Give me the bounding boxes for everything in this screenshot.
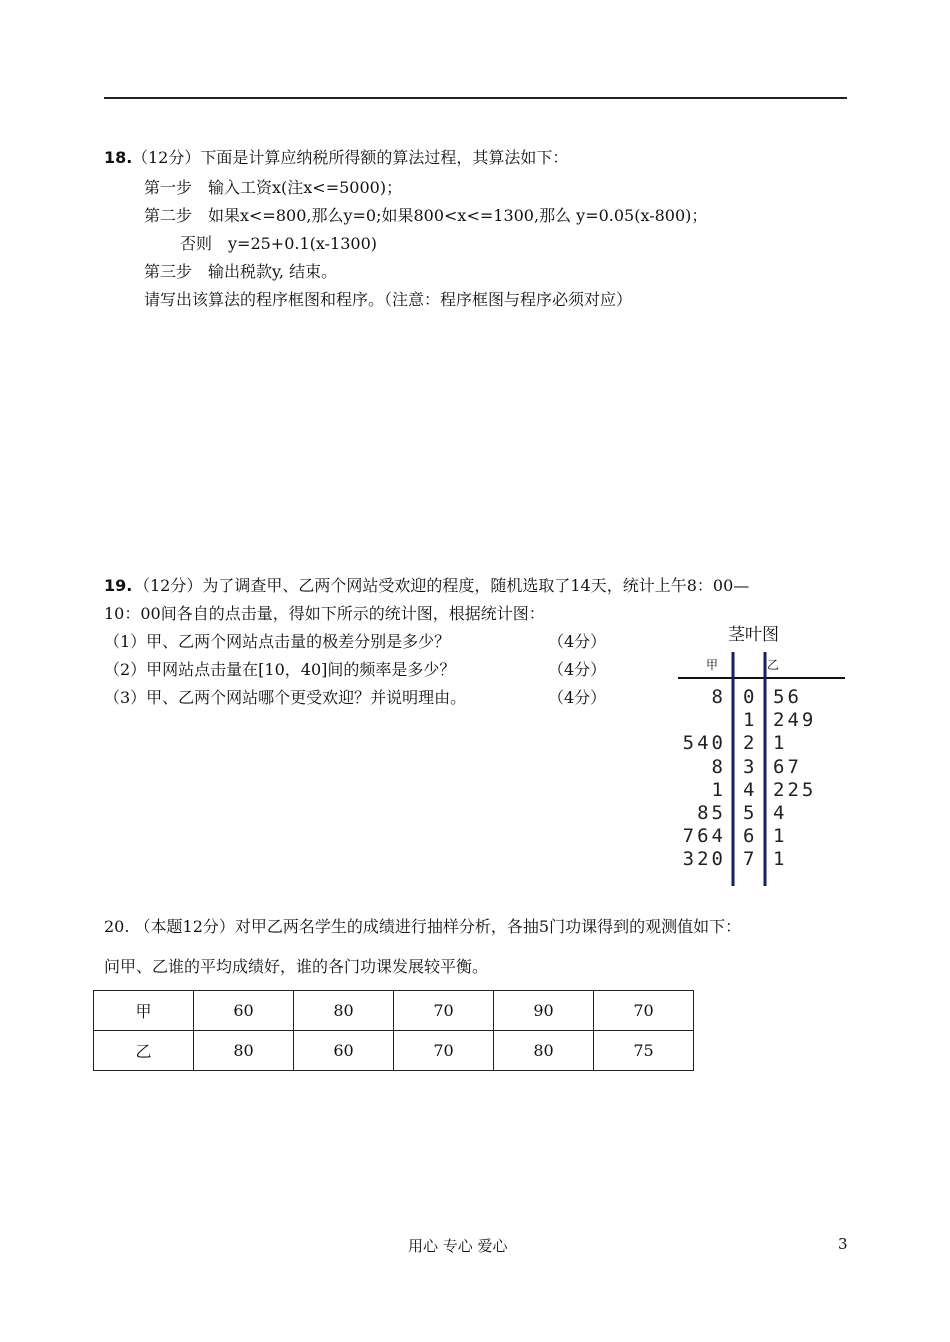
q19-sub2: （2）甲网站点击量在[10，40]间的频率是多少？ (104, 660, 456, 679)
score-cell: 60 (194, 991, 294, 1031)
q19-sub3: （3）甲、乙两个网站哪个更受欢迎？并说明理由。 (104, 688, 467, 707)
stem-leaf-left-leaves: 540 (682, 732, 726, 755)
stem-leaf-right-leaves: 1 (773, 732, 788, 755)
table-row (94, 991, 694, 1031)
stem-leaf-left-leaves: 320 (682, 848, 726, 871)
q18-number: 18. (104, 148, 133, 167)
student-name-cell: 甲 (94, 991, 194, 1031)
score-cell: 70 (594, 991, 694, 1031)
q18-step3: 第三步 输出税款y, 结束。 (144, 262, 338, 281)
stem-leaf-right-label: 乙 (767, 658, 780, 672)
footer-motto: 用心 专心 爱心 (408, 1237, 508, 1255)
score-cell: 60 (294, 1031, 394, 1071)
stem-leaf-stem: 1 (743, 709, 758, 732)
stem-leaf-left-leaves: 85 (697, 802, 726, 824)
stem-leaf-stem: 6 (743, 825, 758, 848)
q19-number: 19. (104, 576, 133, 595)
q18-task: 请写出该算法的程序框图和程序。（注意：程序框图与程序必须对应） (144, 290, 633, 309)
stem-leaf-stem: 7 (743, 848, 758, 871)
stem-leaf-right-leaves: 249 (773, 709, 817, 732)
q19-sub1: （1）甲、乙两个网站点击量的极差分别是多少？ (104, 632, 451, 651)
score-cell: 70 (394, 1031, 494, 1071)
stem-leaf-left-leaves: 8 (711, 755, 726, 778)
stem-leaf-right-leaves: 4 (773, 802, 788, 824)
stem-leaf-stem: 4 (743, 778, 758, 801)
q18-step1: 第一步 输入工资x(注x<=5000)； (144, 178, 403, 197)
q18-step2: 第二步 如果x<=800,那么y=0;如果800<x<=1300,那么 y=0.05(x-800)； (144, 206, 708, 225)
stem-leaf-right-leaves: 225 (773, 778, 817, 801)
score-cell: 80 (294, 991, 394, 1031)
q20-line1: 20. （本题12分）对甲乙两名学生的成绩进行抽样分析，各抽5门功课得到的观测值如下： (104, 917, 742, 936)
score-cell: 90 (494, 991, 594, 1031)
page-number: 3 (838, 1235, 848, 1253)
q19-line2: 10：00间各自的点击量，得如下所示的统计图，根据统计图： (104, 604, 545, 623)
q18-intro: （12分）下面是计算应纳税所得额的算法过程，其算法如下： (132, 148, 569, 167)
stem-leaf-left-label: 甲 (706, 658, 719, 672)
stem-leaf-right-leaves: 67 (773, 755, 802, 778)
header-rule (104, 97, 847, 99)
scores-table (93, 990, 694, 1071)
stem-leaf-stem: 3 (743, 755, 758, 778)
stem-leaf-stem: 0 (743, 686, 758, 708)
score-cell: 80 (494, 1031, 594, 1071)
score-cell: 70 (394, 991, 494, 1031)
stem-leaf-left-leaves: 8 (711, 686, 726, 708)
q19-sub3-points: （4分） (548, 688, 607, 707)
q18-step2-else: 否则 y=25+0.1(x-1300) (180, 234, 378, 253)
stem-leaf-right-leaves: 56 (773, 686, 802, 708)
stem-leaf-title: 茎叶图 (728, 625, 779, 645)
table-row (94, 1031, 694, 1071)
stem-leaf-stem: 5 (743, 802, 758, 824)
q19-sub2-points: （4分） (548, 660, 607, 679)
score-cell: 80 (194, 1031, 294, 1071)
stem-leaf-left-leaves: 1 (711, 778, 726, 801)
q19-sub1-points: （4分） (548, 632, 607, 651)
stem-leaf-right-leaves: 1 (773, 848, 788, 871)
stem-leaf-stem: 2 (743, 732, 758, 755)
q19-line1: （12分）为了调查甲、乙两个网站受欢迎的程度，随机选取了14天，统计上午8：00— (134, 576, 750, 595)
q20-line2: 问甲、乙谁的平均成绩好，谁的各门功课发展较平衡。 (104, 957, 489, 976)
stem-leaf-right-leaves: 1 (773, 825, 788, 848)
stem-leaf-left-leaves: 764 (682, 825, 726, 848)
score-cell: 75 (594, 1031, 694, 1071)
student-name-cell: 乙 (94, 1031, 194, 1071)
stem-leaf-plot (670, 612, 850, 892)
